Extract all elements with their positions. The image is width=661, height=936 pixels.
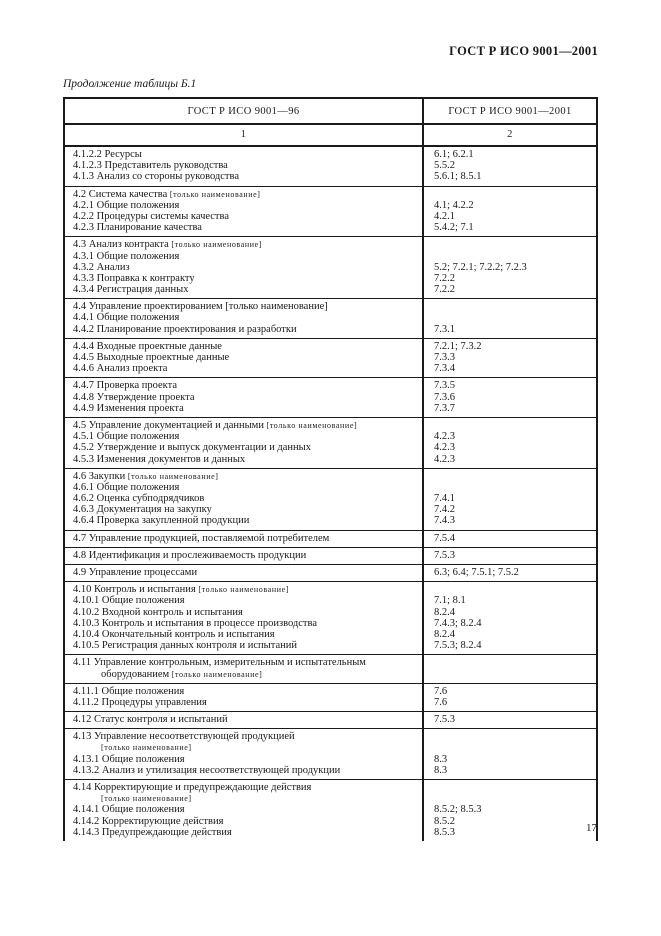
reference-line xyxy=(424,793,596,804)
reference-line: 8.5.3 xyxy=(434,826,455,838)
clause-line xyxy=(65,431,422,442)
reference-line: 8.2.4 xyxy=(434,628,455,640)
reference-line: 8.5.2; 8.5.3 xyxy=(434,804,482,816)
gost2001-cell xyxy=(424,548,596,564)
clause-line xyxy=(65,380,422,391)
table-row xyxy=(65,565,596,582)
clause-line xyxy=(65,714,422,725)
clause-text: 4.14.2 Корректирующие действия xyxy=(73,815,224,827)
reference-line: 4.2.3 xyxy=(434,431,455,443)
reference-line: 4.2.3 xyxy=(434,453,455,465)
clause-text: 4.5.2 Утверждение и выпуск документации и данных xyxy=(73,442,311,454)
reference-line xyxy=(424,742,596,753)
table-caption: Продолжение таблицы Б.1 xyxy=(63,78,197,90)
reference-line: 6.3; 6.4; 7.5.1; 7.5.2 xyxy=(434,567,519,578)
reference-line xyxy=(424,251,596,262)
clause-text: 4.3.4 Регистрация данных xyxy=(73,284,189,296)
gost96-cell xyxy=(65,548,424,564)
reference-line: 7.3.3 xyxy=(434,352,455,363)
clause-line xyxy=(65,567,422,578)
clause-note: [только наименование] xyxy=(195,585,290,595)
reference-line: 7.2.2 xyxy=(434,284,455,296)
clause-text: 4.2.2 Процедуры системы качества xyxy=(73,210,229,222)
clause-line xyxy=(65,657,422,668)
clause-text: 4.6.1 Общие положения xyxy=(73,481,180,493)
col-number-1: 1 xyxy=(65,125,424,145)
clause-text: 4.7 Управление продукцией, поставляемой потребителем xyxy=(73,532,330,544)
clause-text: 4.4.8 Утверждение проекта xyxy=(73,391,195,403)
clause-text: 4.6 Закупки xyxy=(73,470,126,482)
clause-line xyxy=(65,392,422,403)
clause-note: [только наименование] xyxy=(101,794,192,804)
clause-text: оборудованием xyxy=(101,668,170,680)
gost2001-cell xyxy=(424,655,596,682)
clause-text: 4.3.2 Анализ xyxy=(73,261,130,273)
gost96-cell xyxy=(65,565,424,581)
clause-text: 4.2 Система качества xyxy=(73,188,168,200)
reference-line: 7.1; 8.1 xyxy=(434,595,466,607)
clause-line xyxy=(65,301,422,312)
reference-line xyxy=(424,657,596,668)
clause-line xyxy=(65,793,422,804)
gost2001-cell xyxy=(424,565,596,581)
clause-line xyxy=(65,284,422,295)
clause-line xyxy=(65,804,422,815)
reference-line: 8.3 xyxy=(434,753,448,765)
gost2001-cell xyxy=(424,729,596,779)
reference-line: 7.5.3; 8.2.4 xyxy=(434,640,482,652)
reference-line xyxy=(424,669,596,680)
clause-line xyxy=(65,595,422,606)
gost2001-cell xyxy=(424,299,596,338)
gost2001-cell xyxy=(424,187,596,237)
reference-line: 7.3.7 xyxy=(434,402,455,414)
reference-line xyxy=(424,189,596,200)
table-row xyxy=(65,147,596,187)
clause-line xyxy=(65,262,422,273)
reference-line: 7.4.1 xyxy=(434,493,455,505)
reference-line: 5.2; 7.2.1; 7.2.2; 7.2.3 xyxy=(434,261,527,273)
clause-text: 4.6.4 Проверка закупленной продукции xyxy=(73,515,250,527)
reference-line: 5.6.1; 8.5.1 xyxy=(434,171,482,183)
clause-text: 4.6.2 Оценка субподрядчиков xyxy=(73,493,205,505)
clause-note: [только наименование] xyxy=(169,669,263,679)
clause-line xyxy=(65,341,422,352)
clause-line xyxy=(65,669,422,680)
clause-line xyxy=(65,312,422,323)
clause-text: 4.5.3 Изменения документов и данных xyxy=(73,453,246,465)
clause-text: 4.13.1 Общие положения xyxy=(73,753,185,765)
clause-line xyxy=(65,324,422,335)
reference-line: 7.4.2 xyxy=(434,504,455,516)
clause-line xyxy=(65,533,422,544)
clause-text: 4.12 Статус контроля и испытаний xyxy=(73,714,228,726)
clause-line xyxy=(65,442,422,453)
clause-line xyxy=(65,493,422,504)
clause-text: 4.9 Управление процессами xyxy=(73,567,198,578)
gost96-cell xyxy=(65,418,424,468)
reference-line: 7.5.4 xyxy=(434,532,455,544)
clause-text: 4.4.5 Выходные проектные данные xyxy=(73,352,230,363)
document-title: ГОСТ Р ИСО 9001—2001 xyxy=(449,44,598,58)
clause-text: 4.10 Контроль и испытания xyxy=(73,584,196,596)
reference-line: 7.3.4 xyxy=(434,363,455,375)
clause-line xyxy=(65,697,422,708)
reference-line: 6.1; 6.2.1 xyxy=(434,149,474,160)
reference-line xyxy=(424,584,596,595)
clause-line xyxy=(65,454,422,465)
clause-text: 4.1.2.2 Ресурсы xyxy=(73,149,142,160)
gost2001-cell xyxy=(424,237,596,298)
reference-line: 8.2.4 xyxy=(434,606,455,618)
clause-line xyxy=(65,222,422,233)
table-row xyxy=(65,582,596,655)
reference-line xyxy=(424,420,596,431)
reference-line: 7.4.3 xyxy=(434,515,455,527)
column-number-row xyxy=(65,125,596,147)
table-row xyxy=(65,339,596,379)
clause-line xyxy=(65,629,422,640)
clause-text: 4.3.1 Общие положения xyxy=(73,250,180,262)
reference-line: 5.4.2; 7.1 xyxy=(434,222,474,234)
gost96-cell xyxy=(65,187,424,237)
clause-text: 4.10.1 Общие положения xyxy=(73,595,185,607)
reference-line: 7.4.3; 8.2.4 xyxy=(434,617,482,629)
clause-text: 4.11 Управление контрольным, измерительным и испытательным xyxy=(73,657,366,669)
reference-line: 7.6 xyxy=(434,696,448,708)
gost2001-cell xyxy=(424,147,596,186)
clause-line xyxy=(65,239,422,250)
gost96-cell xyxy=(65,378,424,417)
clause-line xyxy=(65,827,422,838)
reference-line: 7.2.1; 7.3.2 xyxy=(434,340,482,352)
clause-text: 4.4.9 Изменения проекта xyxy=(73,402,184,414)
clause-text: 4.10.2 Входной контроль и испытания xyxy=(73,606,243,618)
clause-text: 4.13.2 Анализ и утилизация несоответствующей продукции xyxy=(73,764,341,776)
clause-line xyxy=(65,550,422,561)
gost96-cell xyxy=(65,147,424,186)
clause-line xyxy=(65,471,422,482)
clause-text: 4.3 Анализ контракта xyxy=(73,239,169,251)
reference-line xyxy=(424,782,596,793)
gost96-cell xyxy=(65,684,424,711)
clause-text: 4.14 Корректирующие и предупреждающие действия xyxy=(73,782,312,793)
reference-line: 4.2.3 xyxy=(434,442,455,454)
clause-text: 4.1.2.3 Представитель руководства xyxy=(73,160,228,172)
clause-text: 4.11.2 Процедуры управления xyxy=(73,696,207,708)
clause-note: [только наименование] xyxy=(168,240,263,250)
reference-line: 4.2.1 xyxy=(434,210,455,222)
gost96-cell xyxy=(65,469,424,530)
clause-line xyxy=(65,731,422,742)
table-row xyxy=(65,684,596,712)
gost2001-cell xyxy=(424,582,596,654)
clause-line xyxy=(65,584,422,595)
reference-line xyxy=(424,471,596,482)
page-number: 17 xyxy=(586,822,597,834)
clause-line xyxy=(65,765,422,776)
clause-line xyxy=(65,160,422,171)
clause-note: [только наименование] xyxy=(125,471,219,481)
reference-line xyxy=(424,482,596,493)
gost2001-cell xyxy=(424,418,596,468)
clause-line xyxy=(65,420,422,431)
reference-line: 5.5.2 xyxy=(434,160,455,172)
clause-text: 4.10.5 Регистрация данных контроля и испытаний xyxy=(73,640,297,652)
reference-line: 7.3.6 xyxy=(434,391,455,403)
clause-text: 4.2.3 Планирование качества xyxy=(73,222,202,234)
clause-note: [только наименование] xyxy=(167,189,261,199)
table-body xyxy=(65,147,596,841)
table-row xyxy=(65,712,596,729)
clause-text: 4.10.4 Окончательный контроль и испытания xyxy=(73,628,275,640)
reference-line: 7.5.3 xyxy=(434,714,455,726)
gost2001-cell xyxy=(424,378,596,417)
clause-line xyxy=(65,782,422,793)
gost96-cell xyxy=(65,729,424,779)
clause-line xyxy=(65,189,422,200)
clause-line xyxy=(65,504,422,515)
clause-text: 4.4.7 Проверка проекта xyxy=(73,380,177,392)
clause-text: 4.1.3 Анализ со стороны руководства xyxy=(73,171,239,183)
clause-text: 4.6.3 Документация на закупку xyxy=(73,504,212,516)
reference-line xyxy=(424,312,596,323)
clause-line xyxy=(65,200,422,211)
clause-text: 4.8 Идентификация и прослеживаемость продукции xyxy=(73,549,307,561)
clause-line xyxy=(65,363,422,374)
reference-line: 7.3.5 xyxy=(434,380,455,392)
table-row xyxy=(65,469,596,531)
gost2001-cell xyxy=(424,531,596,547)
reference-line: 8.3 xyxy=(434,764,448,776)
clause-line xyxy=(65,403,422,414)
clause-line xyxy=(65,742,422,753)
table-row xyxy=(65,418,596,469)
gost96-cell xyxy=(65,339,424,378)
gost96-cell xyxy=(65,655,424,682)
gost96-cell xyxy=(65,531,424,547)
table-header-row xyxy=(65,99,596,125)
comparison-table xyxy=(63,97,598,841)
clause-line xyxy=(65,482,422,493)
gost96-cell xyxy=(65,237,424,298)
reference-line xyxy=(424,239,596,250)
reference-line xyxy=(424,301,596,312)
clause-line xyxy=(65,640,422,651)
clause-line xyxy=(65,352,422,363)
clause-text: 4.4.2 Планирование проектирования и разработки xyxy=(73,323,297,335)
gost2001-cell xyxy=(424,684,596,711)
clause-text: 4.13 Управление несоответствующей продукцией xyxy=(73,731,295,743)
clause-line xyxy=(65,171,422,182)
table-row xyxy=(65,187,596,238)
clause-note: [только наименование] xyxy=(263,420,358,430)
table-row xyxy=(65,299,596,339)
table-row xyxy=(65,729,596,780)
clause-text: 4.4 Управление проектированием [только наименование] xyxy=(73,301,328,313)
reference-line: 7.6 xyxy=(434,685,448,697)
clause-line xyxy=(65,816,422,827)
clause-text: 4.5.1 Общие положения xyxy=(73,431,180,443)
col-header-gost2001: ГОСТ Р ИСО 9001—2001 xyxy=(448,106,572,117)
gost96-cell xyxy=(65,712,424,728)
gost2001-cell xyxy=(424,780,596,841)
col-header-gost96: ГОСТ Р ИСО 9001—96 xyxy=(65,99,424,123)
clause-line xyxy=(65,618,422,629)
clause-text: 4.5 Управление документацией и данными xyxy=(73,419,264,431)
table-row xyxy=(65,655,596,683)
reference-line: 7.2.2 xyxy=(434,272,455,284)
clause-line xyxy=(65,211,422,222)
table-row xyxy=(65,780,596,841)
clause-line xyxy=(65,607,422,618)
clause-text: 4.11.1 Общие положения xyxy=(73,685,185,697)
col-number-2: 2 xyxy=(507,129,513,140)
gost2001-cell xyxy=(424,339,596,378)
table-row xyxy=(65,531,596,548)
clause-text: 4.2.1 Общие положения xyxy=(73,199,180,211)
clause-text: 4.4.6 Анализ проекта xyxy=(73,363,168,375)
clause-line xyxy=(65,754,422,765)
table-row xyxy=(65,237,596,299)
clause-text: 4.4.1 Общие положения xyxy=(73,312,180,324)
gost96-cell xyxy=(65,299,424,338)
reference-line xyxy=(424,731,596,742)
clause-note: [только наименование] xyxy=(101,743,192,753)
clause-text: 4.10.3 Контроль и испытания в процессе производства xyxy=(73,617,317,629)
reference-line: 7.3.1 xyxy=(434,323,455,335)
clause-line xyxy=(65,686,422,697)
clause-line xyxy=(65,251,422,262)
clause-text: 4.14.1 Общие положения xyxy=(73,804,185,816)
clause-line xyxy=(65,149,422,160)
gost2001-cell xyxy=(424,712,596,728)
gost96-cell xyxy=(65,780,424,841)
clause-text: 4.4.4 Входные проектные данные xyxy=(73,340,222,352)
reference-line: 8.5.2 xyxy=(434,815,455,827)
clause-line xyxy=(65,273,422,284)
table-row xyxy=(65,548,596,565)
gost2001-cell xyxy=(424,469,596,530)
reference-line: 4.1; 4.2.2 xyxy=(434,199,474,211)
table-row xyxy=(65,378,596,418)
clause-text: 4.3.3 Поправка к контракту xyxy=(73,272,195,284)
reference-line: 7.5.3 xyxy=(434,549,455,561)
clause-text: 4.14.3 Предупреждающие действия xyxy=(73,826,232,838)
clause-line xyxy=(65,515,422,526)
gost96-cell xyxy=(65,582,424,654)
